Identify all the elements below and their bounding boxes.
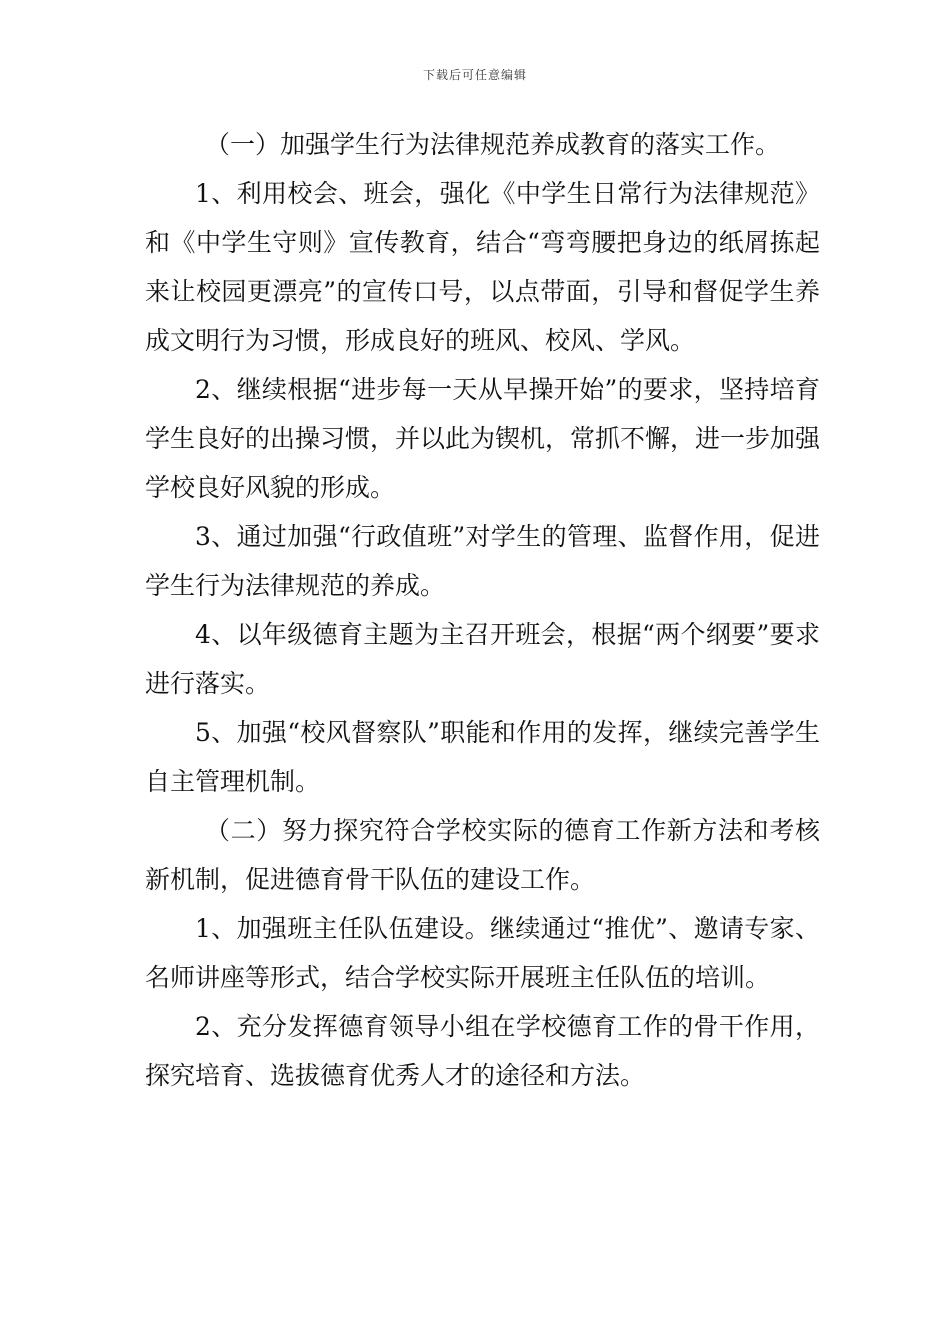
paragraph-2: 2、继续根据“进步每一天从早操开始”的要求，坚持培育学生良好的出操习惯，并以此为锲机，常抓不懈，进一步加强学校良好风貌的形成。 [145, 375, 821, 502]
document-body [145, 120, 820, 1100]
paragraph-7: 2、充分发挥德育领导小组在学校德育工作的骨干作用，探究培育、选拔德育优秀人才的途径和方法。 [145, 1012, 820, 1090]
paragraph-6: 1、加强班主任队伍建设。继续通过“推优”、邀请专家、名师讲座等形式，结合学校实际开展班主任队伍的培训。 [145, 914, 820, 992]
paragraph-4: 4、以年级德育主题为主召开班会，根据“两个纲要”要求进行落实。 [145, 620, 820, 698]
paragraph-1: 1、利用校会、班会，强化《中学生日常行为法律规范》和《中学生守则》宣传教育，结合“弯弯腰把身边的纸屑拣起来让校园更漂亮”的宣传口号，以点带面，引导和督促学生养成文明行为习惯，形成良好的班风、校风、学风。 [145, 179, 820, 355]
paragraph-3: 3、通过加强“行政值班”对学生的管理、监督作用，促进学生行为法律规范的养成。 [145, 522, 820, 600]
header-note: 下载后可任意编辑 [422, 68, 527, 82]
section-heading-1: （一）加强学生行为法律规范养成教育的落实工作。 [205, 130, 781, 159]
section-heading-2: （二）努力探究符合学校实际的德育工作新方法和考核新机制，促进德育骨干队伍的建设工作。 [145, 816, 820, 894]
paragraph-5: 5、加强“校风督察队”职能和作用的发挥，继续完善学生自主管理机制。 [145, 718, 820, 796]
